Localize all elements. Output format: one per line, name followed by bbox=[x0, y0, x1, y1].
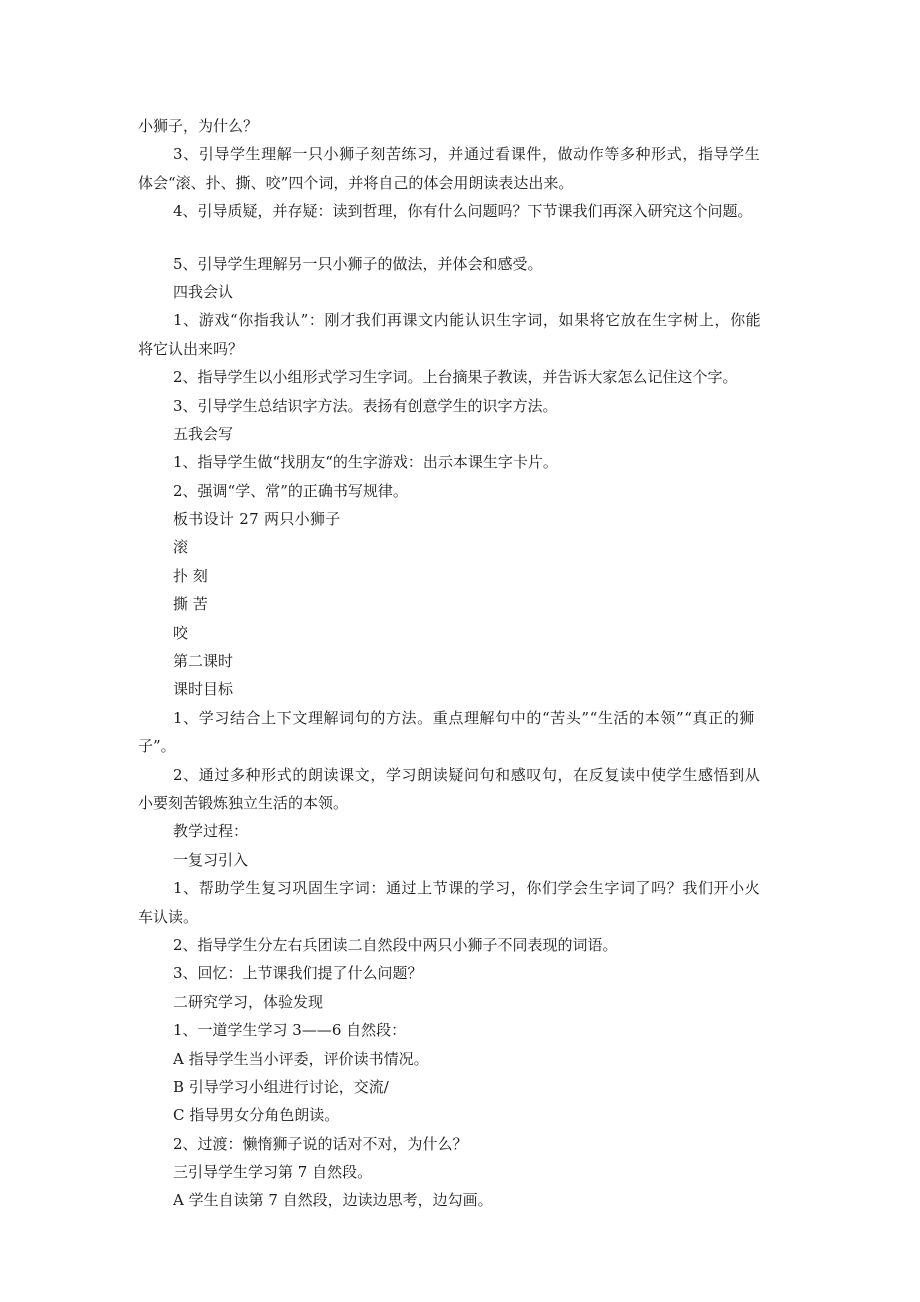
section-heading: 课时目标 bbox=[173, 680, 234, 699]
section-heading: 一复习引入 bbox=[173, 850, 249, 869]
board-design-line: 咬 bbox=[173, 623, 189, 642]
text-line: 3、回忆：上节课我们提了什么问题？ bbox=[173, 964, 423, 983]
text-line: 小狮子，为什么？ bbox=[138, 117, 259, 135]
text-line: 5、引导学生理解另一只小狮子的做法，并体会和感受。 bbox=[173, 254, 543, 273]
text-line: A 指导学生当小评委，评价读书情况。 bbox=[173, 1049, 429, 1068]
text-line: 2、指导学生以小组形式学习生字词。上台摘果子教读，并告诉大家怎么记住这个字。 bbox=[173, 368, 738, 387]
text-line: 2、通过多种形式的朗读课文，学习朗读疑问句和感叹句，在反复读中使学生感悟到从 bbox=[173, 765, 761, 784]
board-design-line: 扑 刻 bbox=[173, 566, 208, 585]
text-line: 2、过渡：懒惰狮子说的话对不对，为什么？ bbox=[173, 1134, 468, 1153]
section-heading: 教学过程： bbox=[173, 822, 249, 841]
text-line: 车认读。 bbox=[138, 907, 199, 926]
section-heading: 第二课时 bbox=[173, 652, 234, 671]
text-line: 小要刻苦锻炼独立生活的本领。 bbox=[138, 793, 349, 812]
text-line: 1、指导学生做“找朋友“的生字游戏：出示本课生字卡片。 bbox=[173, 453, 558, 472]
section-heading: 三引导学生学习第 7 自然段。 bbox=[173, 1163, 373, 1182]
section-heading: 二研究学习，体验发现 bbox=[173, 992, 324, 1011]
text-line: A 学生自读第 7 自然段，边读边思考，边勾画。 bbox=[173, 1191, 493, 1210]
text-line: 子”。 bbox=[138, 737, 176, 756]
document-body bbox=[138, 112, 798, 1215]
text-line: 将它认出来吗？ bbox=[138, 339, 244, 358]
text-line: 1、学习结合上下文理解词句的方法。重点理解句中的“苦头”“生活的本领”“真正的狮 bbox=[173, 708, 755, 727]
text-line: 1、帮助学生复习巩固生字词：通过上节课的学习，你们学会生字词了吗？我们开小火 bbox=[173, 879, 761, 898]
text-line: 2、强调“学、常”的正确书写规律。 bbox=[173, 481, 408, 500]
section-heading: 五我会写 bbox=[173, 424, 234, 443]
text-line: 3、引导学生理解一只小狮子刻苦练习，并通过看课件，做动作等多种形式，指导学生 bbox=[173, 145, 761, 164]
board-design-title: 板书设计 27 两只小狮子 bbox=[173, 510, 341, 529]
text-line: 2、指导学生分左右兵团读二自然段中两只小狮子不同表现的词语。 bbox=[173, 935, 618, 954]
text-line: 4、引导质疑，并存疑：读到哲理，你有什么问题吗？下节课我们再深入研究这个问题。 bbox=[173, 202, 753, 221]
text-line: 3、引导学生总结识字方法。表扬有创意学生的识字方法。 bbox=[173, 396, 558, 415]
text-line: 体会“滚、扑、撕、咬”四个词，并将自己的体会用朗读表达出来。 bbox=[138, 173, 574, 192]
section-heading: 四我会认 bbox=[173, 282, 234, 301]
text-line: 1、一道学生学习 3——6 自然段： bbox=[173, 1021, 407, 1040]
paragraph-gap bbox=[138, 226, 798, 250]
text-line: C 指导男女分角色朗读。 bbox=[173, 1106, 340, 1125]
text-line: 1、游戏“你指我认”：刚才我们再课文内能认识生字词，如果将它放在生字树上，你能 bbox=[173, 311, 762, 330]
board-design-line: 滚 bbox=[173, 538, 189, 557]
text-line: B 引导学习小组进行讨论，交流/ bbox=[173, 1077, 389, 1096]
board-design-line: 撕 苦 bbox=[173, 595, 208, 614]
